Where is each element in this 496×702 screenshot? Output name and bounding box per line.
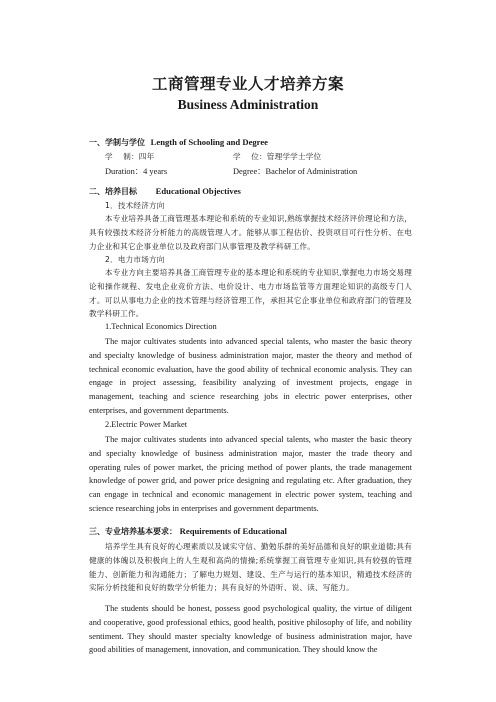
section-heading-cn: 三、专业培养基本要求：: [89, 527, 177, 536]
document-title-cn: 工商管理专业人才培养方案: [151, 75, 344, 93]
degree-cn: 学 位：管理学学士学位: [233, 152, 322, 161]
section-heading-requirements: [89, 526, 287, 537]
section-heading-en: Educational Objectives: [155, 186, 241, 196]
subsection-title-en: 2.Electric Power Market: [105, 420, 188, 429]
subsection-title-cn: 1．技术经济方向: [105, 201, 165, 210]
paragraph-en: The students should be honest, possess good psychological quality, the virtue of diligent and cooperative, good professional ethics, good health, positive philosophy of life, and nobility sentiment. They should master specialty knowledge of business administration major, have good abilities of management, innovation, and communication. They should know the: [89, 604, 412, 655]
duration-cn: 学 制：四年: [105, 152, 155, 161]
paragraph-cn: 本专业方向主要培养具备工商管理专业的基本理论和系统的专业知识,掌握电力市场交易理论和操作规程、发电企业竞价方法、电价设计、电力市场监管等方面理论知识的高级专门人才。可以从事电力企业的技术管理与经济管理工作，承担其它企事业单位和政府部门的管理及教学科研工作。: [89, 268, 412, 319]
section-heading-objectives: [89, 186, 241, 197]
section-heading-schooling: [89, 137, 268, 148]
subsection-title-cn: 2．电力市场方向: [105, 255, 165, 264]
subsection-title-en: 1.Technical Economics Direction: [105, 322, 217, 331]
document-title-en: Business Administration: [177, 97, 319, 112]
paragraph-en: The major cultivates students into advanced special talents, who master the basic theory and specialty knowledge of business administration major, master the trade theory and operating rules of power market, the pricing method of power plants, the trade management knowledge of power grid, and power price designing and regulating etc. After graduation, they can engage in technical and economic management in electric power system, teaching and science researching jobs in enterprises and government departments.: [89, 435, 412, 513]
section-heading-cn: 二、培养目标: [89, 187, 137, 196]
section-heading-cn: 一、学制与学位: [89, 138, 145, 147]
paragraph-en: The major cultivates students into advanced special talents, who master the basic theory and specialty knowledge of business administration major, master the theory and method of technical economic evaluation, have the good ability of technical economic analysis. They can engage in project assessing, feasibility analyzing of investment projects, engage in management, teaching and science researching jobs in electric power enterprises, other enterprises, and government departments.: [89, 337, 412, 415]
paragraph-cn: 培养学生具有良好的心理素质以及诚实守信、勤勉乐群的美好品德和良好的职业道德;具有健康的体魄以及积极向上的人生观和高尚的情操;系统掌握工商管理专业知识,具有较强的管理能力、创新能力和沟通能力；了解电力规划、建设、生产与运行的基本知识，精通技术经济的实际分析技能和良好的数学分析能力；具有良好的外语听、说、读、写能力。: [89, 542, 412, 593]
section-heading-en: Length of Schooling and Degree: [150, 137, 268, 147]
duration-en: Duration：4 years: [105, 167, 168, 176]
section-heading-en: Requirements of Educational: [179, 526, 287, 536]
degree-en: Degree：Bachelor of Administration: [233, 167, 358, 176]
paragraph-cn: 本专业培养具备工商管理基本理论和系统的专业知识,熟练掌握技术经济评价理论和方法，具有较强技术经济分析能力的高级管理人才。能够从事工程估价、投资项目可行性分析、在电力企业和其它企事业单位以及政府部门从事管理及教学科研工作。: [89, 214, 412, 251]
